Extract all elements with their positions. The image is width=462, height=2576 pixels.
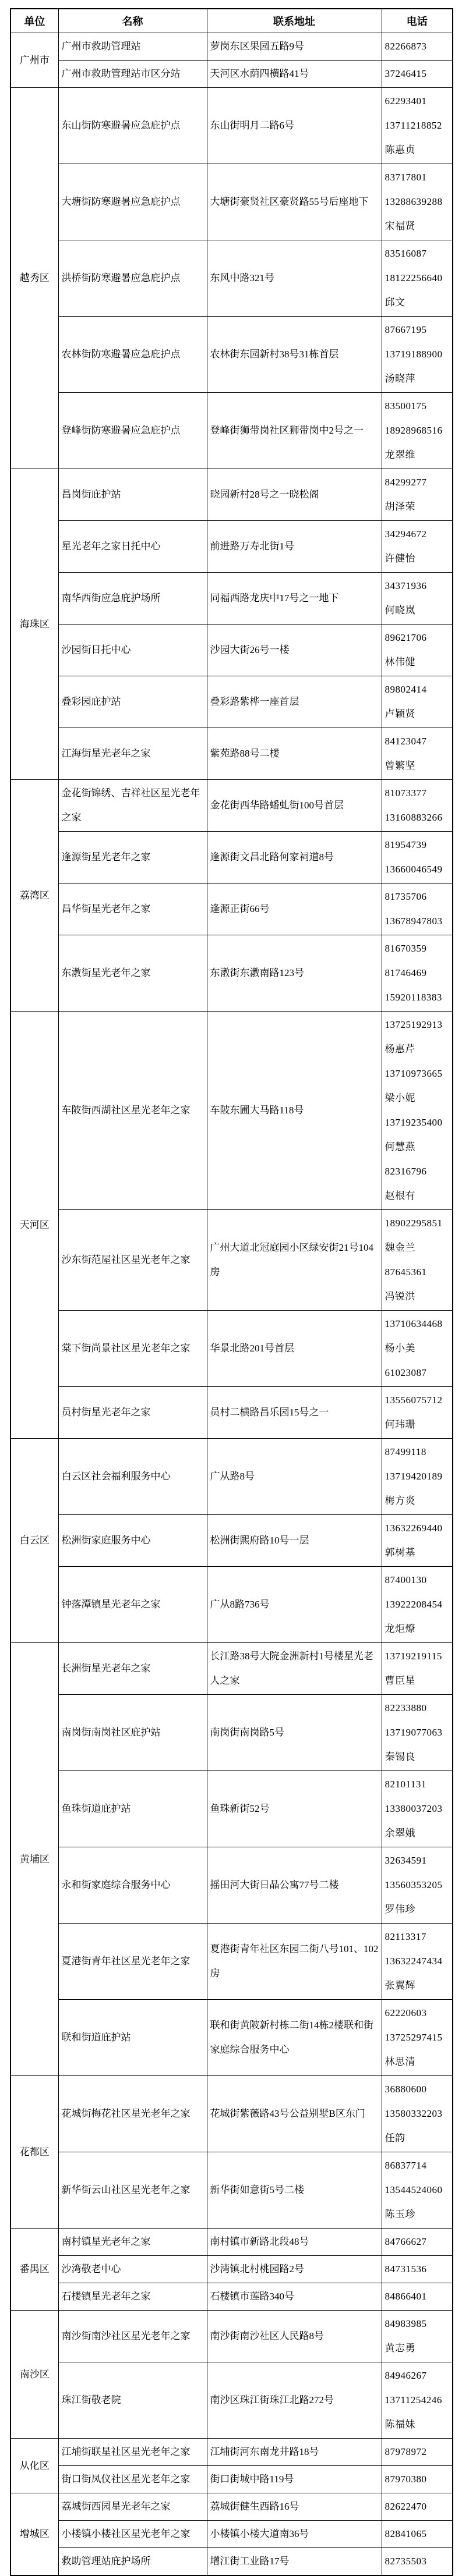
phone-line: 84866401 [385, 2291, 427, 2302]
table-row [10, 1695, 453, 1771]
phone-cell [382, 2256, 453, 2283]
table-row [10, 2521, 453, 2548]
phone-line: 13711218852 [385, 120, 442, 131]
phone-line: 陈惠贞 [385, 144, 415, 155]
phone-line: 82101131 [385, 1779, 426, 1790]
phone-line: 36880600 [385, 2084, 427, 2095]
facility-address-cell: 东山街明月二路6号 [207, 88, 382, 164]
facility-name-cell: 石楼镇星光老年之家 [58, 2283, 207, 2311]
phone-cell [382, 2439, 453, 2466]
unit-cell: 天河区 [10, 1012, 58, 1439]
table-row [10, 832, 453, 883]
facility-name-cell: 江海街星光老年之家 [58, 728, 207, 780]
header-unit: 单位 [10, 9, 58, 33]
phone-line: 13719219115 [385, 1651, 442, 1662]
facility-name-cell: 大塘街防寒避暑应急庇护点 [58, 164, 207, 240]
phone-line: 曾繁坚 [385, 760, 415, 771]
facility-address-cell: 逢源正街66号 [207, 883, 382, 935]
phone-line: 13380037203 [385, 1803, 443, 1814]
facility-name-cell: 永和街家庭综合服务中心 [58, 1847, 207, 1924]
facility-address-cell: 南沙街南沙社区人民路8号 [207, 2311, 382, 2362]
table-row [10, 935, 453, 1012]
phone-line: 13719077063 [385, 1727, 443, 1738]
phone-cell [382, 2548, 453, 2576]
phone-line: 陈玉珍 [385, 2209, 415, 2220]
facility-address-cell: 南沙区珠江街珠江北路272号 [207, 2362, 382, 2439]
phone-cell [382, 2362, 453, 2439]
phone-cell [382, 1695, 453, 1771]
phone-line: 84123047 [385, 736, 427, 747]
facility-address-cell: 松洲街熙府路10号一层 [207, 1515, 382, 1567]
phone-line: 13719188900 [385, 349, 443, 360]
table-row [10, 2493, 453, 2521]
facility-address-cell: 南岗街南岗路5号 [207, 1695, 382, 1771]
phone-line: 84299277 [385, 477, 427, 488]
table-row [10, 521, 453, 573]
phone-cell [382, 1012, 453, 1210]
phone-cell [382, 1311, 453, 1387]
phone-cell [382, 1439, 453, 1515]
table-row [10, 676, 453, 728]
table-row [10, 1387, 453, 1439]
table-row [10, 2256, 453, 2283]
phone-cell [382, 2283, 453, 2311]
phone-line: 13544524060 [385, 2184, 443, 2195]
phone-line: 卢颖贤 [385, 708, 415, 719]
facility-address-cell: 天河区水荫四横路41号 [207, 61, 382, 88]
phone-line: 83516087 [385, 248, 427, 259]
facility-address-cell: 石楼镇市莲路340号 [207, 2283, 382, 2311]
unit-cell: 从化区 [10, 2439, 58, 2493]
phone-line: 18122256640 [385, 272, 443, 283]
phone-line: 81746469 [385, 967, 427, 978]
phone-cell [382, 676, 453, 728]
phone-line: 83500175 [385, 400, 427, 411]
facility-address-cell: 金花街西华路蟠虬街100号首层 [207, 780, 382, 832]
phone-line: 胡泽荣 [385, 501, 415, 512]
table-row [10, 2152, 453, 2229]
facility-address-cell: 沙湾镇北村桃园路2号 [207, 2256, 382, 2283]
phone-line: 82233880 [385, 1702, 427, 1713]
facility-address-cell: 东风中路321号 [207, 240, 382, 317]
facility-address-cell: 夏港街青年社区东园二街八号101、102房 [207, 1924, 382, 2000]
phone-line: 任韵 [385, 2133, 405, 2144]
phone-line: 81073377 [385, 787, 427, 799]
phone-line: 89802414 [385, 684, 427, 695]
phone-cell [382, 164, 453, 240]
phone-line: 冯锐洪 [385, 1291, 415, 1302]
phone-line: 87400130 [385, 1574, 427, 1585]
phone-line: 曹臣星 [385, 1675, 415, 1686]
table-row [10, 573, 453, 625]
facility-name-cell: 新华街云山社区星光老年之家 [58, 2152, 207, 2229]
phone-cell [382, 317, 453, 393]
phone-line: 13556075712 [385, 1395, 443, 1406]
phone-line: 13632269440 [385, 1523, 443, 1534]
phone-cell [382, 1515, 453, 1567]
phone-line: 81670359 [385, 943, 427, 954]
facility-name-cell: 南沙街南沙社区星光老年之家 [58, 2311, 207, 2362]
facility-name-cell: 南华西街应急庇护场所 [58, 573, 207, 625]
phone-line: 13719420189 [385, 1471, 443, 1482]
facility-name-cell: 江埔街联星社区星光老年之家 [58, 2439, 207, 2466]
phone-line: 87978972 [385, 2446, 427, 2457]
phone-cell [382, 2311, 453, 2362]
phone-line: 82622470 [385, 2501, 427, 2512]
table-row [10, 2362, 453, 2439]
facility-address-cell: 街口街城中路119号 [207, 2466, 382, 2493]
phone-line: 87645361 [385, 1266, 427, 1278]
table-row [10, 61, 453, 88]
table-header-row [10, 9, 453, 33]
table-row [10, 2076, 453, 2152]
facility-address-cell: 摇田河大街日晶公寓77号二楼 [207, 1847, 382, 1924]
table-row [10, 2283, 453, 2311]
facility-address-cell: 登峰街狮带岗社区狮带岗中2号之一 [207, 393, 382, 469]
phone-line: 杨小美 [385, 1343, 415, 1354]
phone-line: 34371936 [385, 580, 427, 591]
table-row [10, 780, 453, 832]
unit-cell: 南沙区 [10, 2311, 58, 2439]
table-body [10, 33, 453, 2576]
facility-address-cell: 农林街东园新村38号31栋首层 [207, 317, 382, 393]
phone-line: 86837714 [385, 2160, 427, 2171]
phone-cell [382, 1847, 453, 1924]
facility-name-cell: 洪桥街防寒避暑应急庇护点 [58, 240, 207, 317]
facility-name-cell: 钟落潭镇星光老年之家 [58, 1567, 207, 1643]
facility-name-cell: 街口街凤仪社区星光老年之家 [58, 2466, 207, 2493]
phone-cell [382, 88, 453, 164]
phone-line: 82841065 [385, 2528, 427, 2539]
facility-address-cell: 江埔街河东南龙井路18号 [207, 2439, 382, 2466]
phone-cell [382, 935, 453, 1012]
phone-cell [382, 240, 453, 317]
facility-name-cell: 广州市救助管理站市区分站 [58, 61, 207, 88]
phone-line: 梁小妮 [385, 1092, 415, 1104]
phone-line: 陈福妹 [385, 2419, 415, 2430]
table-row [10, 1847, 453, 1924]
table-row [10, 393, 453, 469]
phone-cell [382, 393, 453, 469]
phone-line: 13678947803 [385, 916, 443, 927]
phone-cell [382, 780, 453, 832]
facility-address-cell: 东漖街东漖南路123号 [207, 935, 382, 1012]
phone-line: 37246415 [385, 68, 427, 79]
facility-name-cell: 东漖街星光老年之家 [58, 935, 207, 1012]
table-row [10, 1012, 453, 1210]
facility-name-cell: 车陂街西湖社区星光老年之家 [58, 1012, 207, 1210]
phone-line: 何慧燕 [385, 1141, 415, 1152]
facility-address-cell: 叠彩路紫桦一座首层 [207, 676, 382, 728]
phone-line: 龙炬燎 [385, 1623, 415, 1634]
table-row [10, 33, 453, 61]
facility-address-cell: 鱼珠新街52号 [207, 1771, 382, 1847]
phone-cell [382, 1567, 453, 1643]
phone-cell [382, 469, 453, 521]
facility-name-cell: 昌华街星光老年之家 [58, 883, 207, 935]
phone-line: 13710634468 [385, 1318, 443, 1329]
phone-line: 黄志勇 [385, 2343, 415, 2354]
facility-name-cell: 松洲街家庭服务中心 [58, 1515, 207, 1567]
table-row [10, 240, 453, 317]
phone-line: 34294672 [385, 528, 427, 540]
phone-line: 84946267 [385, 2370, 427, 2381]
facility-address-cell: 南村镇市新路北段48号 [207, 2229, 382, 2256]
facility-address-cell: 员村二横路昌乐园15号之一 [207, 1387, 382, 1439]
table-row [10, 1439, 453, 1515]
phone-cell [382, 2152, 453, 2229]
table-row [10, 469, 453, 521]
facility-address-cell: 长江路38号大院金洲新村1号楼星光老人之家 [207, 1643, 382, 1695]
table-row [10, 2439, 453, 2466]
facility-address-cell: 广从8路736号 [207, 1567, 382, 1643]
phone-cell [382, 2466, 453, 2493]
facility-address-cell: 增江街工业路17号 [207, 2548, 382, 2576]
facility-name-cell: 花城街梅花社区星光老年之家 [58, 2076, 207, 2152]
phone-line: 84983985 [385, 2318, 427, 2329]
facility-address-cell: 新华街如意街5号二楼 [207, 2152, 382, 2229]
phone-cell [382, 1924, 453, 2000]
phone-line: 83717801 [385, 172, 427, 183]
header-name: 名称 [58, 9, 207, 33]
phone-cell [382, 2229, 453, 2256]
phone-line: 87970380 [385, 2474, 427, 2485]
facility-name-cell: 救助管理站庇护场所 [58, 2548, 207, 2576]
table-row [10, 2311, 453, 2362]
table-row [10, 88, 453, 164]
facility-address-cell: 荔城街健生西路16号 [207, 2493, 382, 2521]
facility-name-cell: 金花街锦绣、吉祥社区星光老年之家 [58, 780, 207, 832]
unit-cell: 白云区 [10, 1439, 58, 1643]
facility-name-cell: 南岗街南岗社区庇护站 [58, 1695, 207, 1771]
phone-line: 余翠娥 [385, 1828, 415, 1839]
phone-line: 13632247434 [385, 1956, 443, 1967]
facility-address-cell: 车陂东圃大马路118号 [207, 1012, 382, 1210]
facility-name-cell: 沙东街范屋社区星光老年之家 [58, 1210, 207, 1311]
phone-line: 82316796 [385, 1166, 427, 1177]
table-row [10, 164, 453, 240]
phone-line: 62293401 [385, 95, 427, 107]
table-row [10, 2229, 453, 2256]
phone-line: 13719235400 [385, 1117, 443, 1128]
facility-address-cell: 广从路8号 [207, 1439, 382, 1515]
table-row [10, 625, 453, 676]
header-phone: 电话 [382, 9, 453, 33]
facility-address-cell: 沙园大街26号一楼 [207, 625, 382, 676]
facility-name-cell: 星光老年之家日托中心 [58, 521, 207, 573]
phone-line: 13922208454 [385, 1599, 443, 1610]
facility-name-cell: 小楼镇小楼社区星光老年之家 [58, 2521, 207, 2548]
phone-line: 84766627 [385, 2236, 427, 2247]
phone-line: 13160883266 [385, 812, 443, 823]
facility-name-cell: 南村镇星光老年之家 [58, 2229, 207, 2256]
phone-cell [382, 1771, 453, 1847]
facility-address-cell: 广州大道北冠庭园小区绿安街21号104房 [207, 1210, 382, 1311]
facility-name-cell: 联和街道庇护站 [58, 2000, 207, 2076]
facility-address-cell: 大塘街豪贤社区豪贤路55号后座地下 [207, 164, 382, 240]
document-page [0, 8, 462, 2576]
phone-cell [382, 2000, 453, 2076]
phone-cell [382, 1643, 453, 1695]
facility-name-cell: 员村街星光老年之家 [58, 1387, 207, 1439]
phone-cell [382, 625, 453, 676]
unit-cell: 花都区 [10, 2076, 58, 2229]
phone-cell [382, 2076, 453, 2152]
phone-line: 许健怡 [385, 553, 415, 564]
facility-name-cell: 鱼珠街道庇护站 [58, 1771, 207, 1847]
phone-line: 61023087 [385, 1367, 427, 1378]
phone-line: 13288639288 [385, 196, 443, 207]
facility-name-cell: 广州市救助管理站 [58, 33, 207, 61]
facility-name-cell: 农林街防寒避暑应急庇护点 [58, 317, 207, 393]
unit-cell: 番禺区 [10, 2229, 58, 2311]
phone-line: 87499118 [385, 1446, 426, 1457]
phone-line: 81735706 [385, 891, 427, 902]
phone-line: 何玮珊 [385, 1419, 415, 1430]
phone-line: 13725192913 [385, 1019, 443, 1030]
phone-cell [382, 61, 453, 88]
facility-address-cell: 紫苑路88号二楼 [207, 728, 382, 780]
facility-address-cell: 小楼镇小楼大道南36号 [207, 2521, 382, 2548]
facility-name-cell: 登峰街防寒避暑应急庇护点 [58, 393, 207, 469]
phone-line: 82266873 [385, 41, 427, 52]
phone-line: 林伟健 [385, 657, 415, 668]
phone-cell [382, 1210, 453, 1311]
phone-line: 林思清 [385, 2056, 415, 2067]
facility-name-cell: 逢源街星光老年之家 [58, 832, 207, 883]
phone-line: 15920118383 [385, 992, 442, 1003]
phone-line: 87667195 [385, 324, 427, 335]
unit-cell: 越秀区 [10, 88, 58, 469]
facility-name-cell: 白云区社会福利服务中心 [58, 1439, 207, 1515]
phone-line: 18928968516 [385, 425, 443, 436]
phone-cell [382, 2493, 453, 2521]
facility-address-cell: 萝岗东区果园五路9号 [207, 33, 382, 61]
facility-address-cell: 同福西路龙庆中17号之一地下 [207, 573, 382, 625]
phone-cell [382, 1387, 453, 1439]
phone-line: 宋福贤 [385, 221, 415, 232]
phone-line: 89621706 [385, 632, 427, 643]
facility-name-cell: 东山街防寒避暑应急庇护点 [58, 88, 207, 164]
phone-line: 13710973665 [385, 1068, 443, 1079]
unit-cell: 海珠区 [10, 469, 58, 780]
table-row [10, 1210, 453, 1311]
unit-cell: 黄埔区 [10, 1643, 58, 2076]
unit-cell: 增城区 [10, 2493, 58, 2576]
facility-name-cell: 叠彩园庇护站 [58, 676, 207, 728]
table-row [10, 2000, 453, 2076]
table-row [10, 2466, 453, 2493]
phone-cell [382, 883, 453, 935]
facility-address-cell: 联和街黄陂新村栋二街14栋2楼联和街家庭综合服务中心 [207, 2000, 382, 2076]
table-row [10, 883, 453, 935]
facility-name-cell: 沙湾敬老中心 [58, 2256, 207, 2283]
facility-address-cell: 华景北路201号首层 [207, 1311, 382, 1387]
phone-line: 魏金兰 [385, 1242, 415, 1253]
facility-address-cell: 前进路万寿北街1号 [207, 521, 382, 573]
phone-cell [382, 573, 453, 625]
facility-address-cell: 晓园新村28号之一晓松阁 [207, 469, 382, 521]
facility-name-cell: 珠江街敬老院 [58, 2362, 207, 2439]
table-row [10, 1567, 453, 1643]
phone-cell [382, 33, 453, 61]
phone-line: 18902295851 [385, 1218, 443, 1229]
phone-line: 梅方炎 [385, 1495, 415, 1506]
phone-line: 13711254246 [385, 2394, 442, 2405]
table-row [10, 1771, 453, 1847]
table-row [10, 728, 453, 780]
phone-line: 81954739 [385, 839, 427, 850]
phone-line: 汤晓萍 [385, 373, 415, 384]
phone-line: 赵根有 [385, 1190, 415, 1201]
header-address: 联系地址 [207, 9, 382, 33]
phone-line: 84731536 [385, 2263, 427, 2275]
phone-line: 62220603 [385, 2007, 427, 2018]
phone-line: 郭树基 [385, 1547, 415, 1558]
facility-address-cell: 花城街紫薇路43号公益别墅B区东门 [207, 2076, 382, 2152]
phone-line: 何晓岚 [385, 605, 415, 616]
phone-line: 龙翠维 [385, 449, 415, 460]
phone-cell [382, 832, 453, 883]
phone-line: 32634591 [385, 1855, 427, 1866]
phone-cell [382, 728, 453, 780]
contacts-table [10, 8, 453, 2576]
table-row [10, 1924, 453, 2000]
facility-name-cell: 荔城街西园星光老年之家 [58, 2493, 207, 2521]
table-row [10, 1643, 453, 1695]
table-row [10, 1515, 453, 1567]
unit-cell: 广州市 [10, 33, 58, 88]
facility-name-cell: 昌岗街庇护站 [58, 469, 207, 521]
phone-line: 13580332203 [385, 2108, 443, 2119]
table-row [10, 2548, 453, 2576]
phone-line: 82735503 [385, 2556, 427, 2567]
phone-line: 杨惠芹 [385, 1044, 415, 1055]
facility-name-cell: 夏港街青年社区星光老年之家 [58, 1924, 207, 2000]
phone-cell [382, 521, 453, 573]
unit-cell: 荔湾区 [10, 780, 58, 1012]
phone-line: 张翼辉 [385, 1980, 415, 1991]
facility-name-cell: 棠下街尚景社区星光老年之家 [58, 1311, 207, 1387]
facility-name-cell: 沙园街日托中心 [58, 625, 207, 676]
table-row [10, 317, 453, 393]
phone-cell [382, 2521, 453, 2548]
facility-name-cell: 长洲街星光老年之家 [58, 1643, 207, 1695]
phone-line: 82113317 [385, 1931, 426, 1942]
phone-line: 罗伟珍 [385, 1904, 415, 1915]
table-row [10, 1311, 453, 1387]
facility-address-cell: 逢源街文昌北路何家祠道8号 [207, 832, 382, 883]
phone-line: 13725297415 [385, 2032, 443, 2043]
phone-line: 13660046549 [385, 864, 443, 875]
phone-line: 13560353205 [385, 1879, 443, 1890]
phone-line: 秦锡良 [385, 1751, 415, 1762]
phone-line: 邱文 [385, 297, 405, 308]
